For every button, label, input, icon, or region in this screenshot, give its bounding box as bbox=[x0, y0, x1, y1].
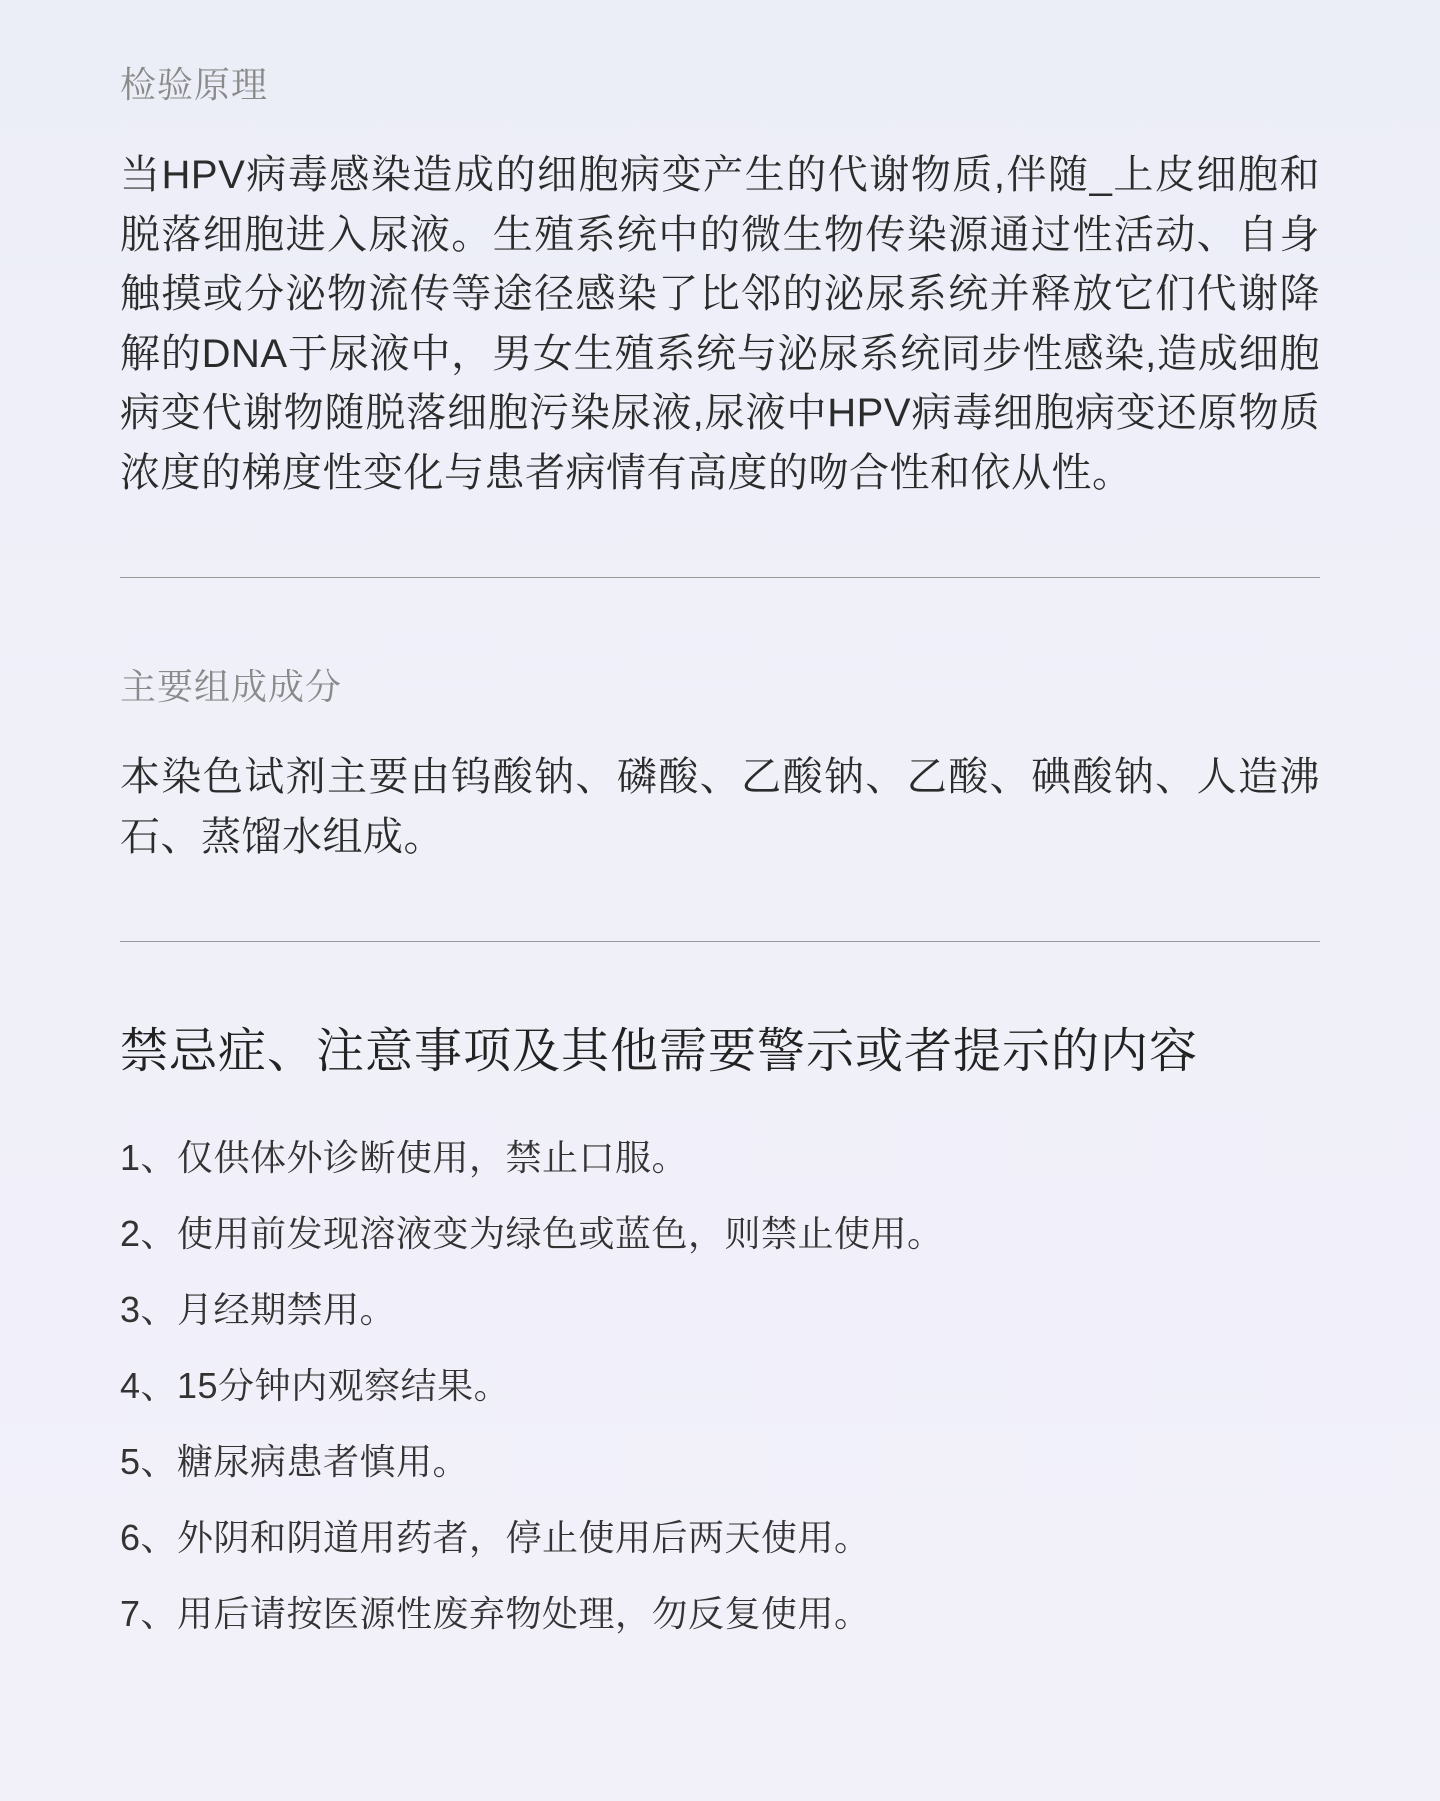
precaution-item: 2、使用前发现溶液变为绿色或蓝色，则禁止使用。 bbox=[120, 1213, 944, 1254]
precaution-item: 5、糖尿病患者慎用。 bbox=[120, 1441, 470, 1482]
composition-label: 主要组成成分 bbox=[120, 666, 343, 707]
composition-divider bbox=[120, 941, 1320, 942]
principle-divider bbox=[120, 577, 1320, 578]
principle-body: 当HPV病毒感染造成的细胞病变产生的代谢物质,伴随_上皮细胞和脱落细胞进入尿液。生殖系统中的微生物传染源通过性活动、自身触摸或分泌物流传等途径感染了比邻的泌尿系统并释放它们代谢降解的DNA于尿液中，男女生殖系统与泌尿系统同步性感染,造成细胞病变代谢物随脱落细胞污染尿液,尿液中HPV病毒细胞病变还原物质浓度的梯度性变化与患者病情有高度的吻合性和依从性。 bbox=[120, 153, 1320, 495]
precautions-heading: 禁忌症、注意事项及其他需要警示或者提示的内容 bbox=[120, 1025, 1199, 1078]
precautions-list bbox=[120, 1120, 1320, 1652]
precaution-item: 6、外阴和阴道用药者，停止使用后两天使用。 bbox=[120, 1517, 871, 1558]
precaution-item: 7、用后请按医源性废弃物处理，勿反复使用。 bbox=[120, 1593, 871, 1634]
principle-label: 检验原理 bbox=[120, 64, 269, 105]
composition-body: 本染色试剂主要由钨酸钠、磷酸、乙酸钠、乙酸、碘酸钠、人造沸石、蒸馏水组成。 bbox=[120, 755, 1320, 859]
precaution-item: 1、仅供体外诊断使用，禁止口服。 bbox=[120, 1137, 689, 1178]
precaution-item: 4、15分钟内观察结果。 bbox=[120, 1365, 511, 1406]
precaution-item: 3、月经期禁用。 bbox=[120, 1289, 397, 1330]
